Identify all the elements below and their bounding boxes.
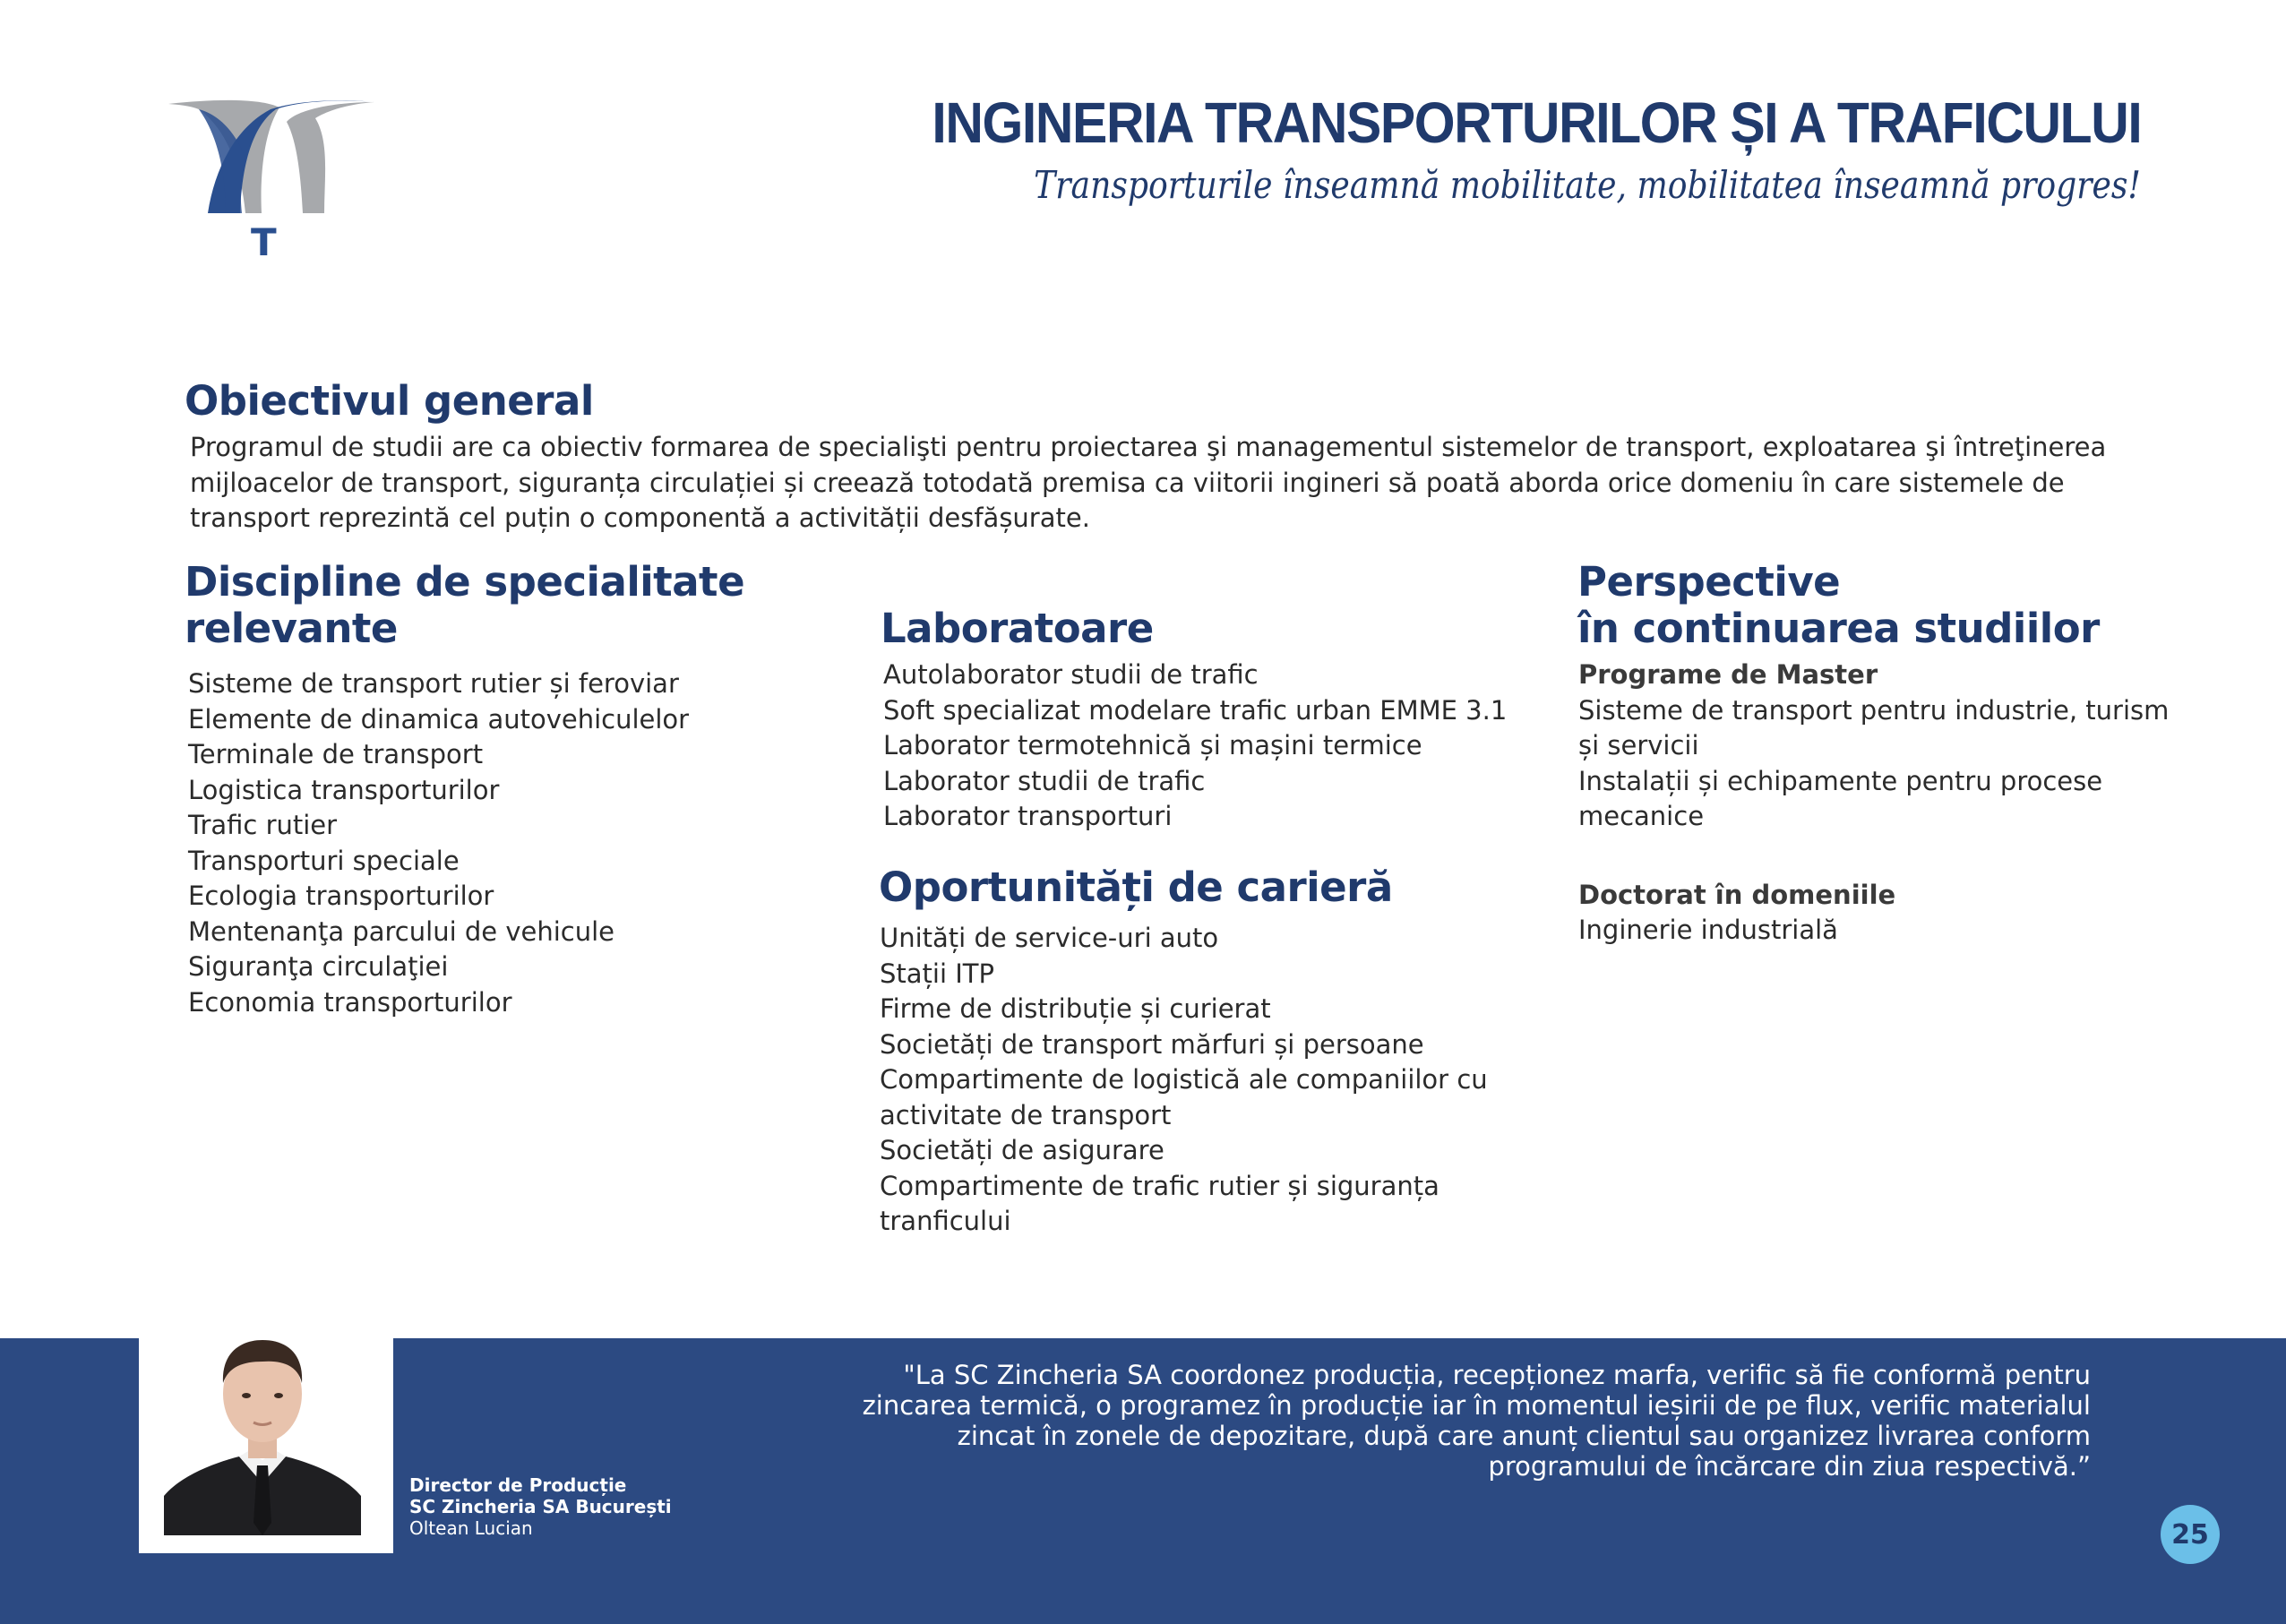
objective-text: Programul de studii are ca obiectiv formarea de specialişti pentru proiectarea şi managementul sistemelor de transport, exploatarea şi întreţinerea mijloacelor de transport, siguranța circulației și creează totodată premisa ca viitorii ingineri să poată aborda orice domeniu în care sistemele de transport reprezintă cel puțin o componentă a activității desfășurate. [190, 432, 2107, 533]
list-item: Ecologia transporturilor [188, 881, 494, 911]
perspectives-heading-line2: în continuarea studiilor [1577, 605, 2100, 652]
list-item: Firme de distribuție și curierat [880, 993, 1271, 1024]
list-item: Stații ITP [880, 958, 995, 989]
perspectives-heading [1577, 559, 2204, 652]
list-item: Laborator termotehnică și mașini termice [883, 730, 1422, 760]
person-role: Director de Producție [409, 1474, 627, 1496]
testimonial-quote: "La SC Zincheria SA coordonez producția, recepționez marfa, verific să fie conformă pentru zincarea termică, o programez în producție iar în momentul ieșirii de pe flux, verific materialul zincat în zonele de depozitare, după care anunț clientul sau organizez livrarea conform programului de încărcare din ziua respectivă.” [862, 1360, 2091, 1482]
list-item: Trafic rutier [188, 810, 338, 840]
perspectives-block [1578, 657, 2170, 949]
faculty-logo [163, 97, 374, 267]
list-item: Societăți de transport mărfuri și persoane [880, 1028, 1424, 1060]
master-heading: Programe de Master [1578, 659, 1878, 690]
list-item: Logistica transporturilor [188, 774, 500, 805]
list-item: Mentenanţa parcului de vehicule [188, 915, 614, 947]
list-item: Soft specializat modelare trafic urban EMME 3.1 [883, 694, 1508, 726]
list-item: Economia transporturilor [188, 986, 512, 1018]
disciplines-list [188, 666, 689, 1020]
list-item: Terminale de transport [188, 739, 484, 769]
list-item: Compartimente de trafic rutier și siguranța tranficului [880, 1170, 1439, 1236]
list-item: Autolaborator studii de trafic [883, 659, 1259, 690]
careers-heading: Oportunități de carieră [879, 864, 1393, 911]
list-item: Siguranţa circulaţiei [188, 951, 449, 982]
list-item: Societăți de asigurare [880, 1135, 1164, 1165]
disciplines-heading: Discipline de specialitate relevante [185, 558, 745, 652]
list-item: Elemente de dinamica autovehiculelor [188, 703, 690, 735]
list-item: Inginerie industrială [1578, 915, 1838, 945]
objective-heading: Obiectivul general [185, 377, 594, 425]
person-company: SC Zincheria SA București [409, 1496, 672, 1517]
phd-heading: Doctorat în domeniile [1578, 879, 1896, 910]
perspectives-heading-line1: Perspective [1577, 558, 1841, 606]
list-item: Unități de service-uri auto [880, 923, 1219, 953]
labs-heading: Laboratoare [881, 605, 1154, 652]
avatar [164, 1308, 361, 1535]
master-list [1578, 693, 2170, 835]
careers-list [880, 921, 1525, 1240]
person-caption [409, 1474, 672, 1539]
person-name: Oltean Lucian [409, 1517, 533, 1539]
list-item: Sisteme de transport pentru industrie, turism și servicii [1578, 694, 2170, 760]
page-subtitle: Transporturile înseamnă mobilitate, mobilitatea înseamnă progres! [1034, 163, 2141, 207]
list-item: Laborator studii de trafic [883, 765, 1206, 796]
list-item: Sisteme de transport rutier și feroviar [188, 668, 679, 699]
page-number-badge: 25 [2161, 1505, 2220, 1564]
logo-letter: T [251, 220, 277, 264]
labs-list [883, 657, 1507, 835]
page-title: INGINERIA TRANSPORTURILOR ȘI A TRAFICULUI [932, 90, 2141, 155]
list-item: Transporturi speciale [188, 845, 460, 876]
list-item: Laborator transporturi [883, 801, 1173, 831]
phd-list [1578, 913, 2170, 949]
list-item: Compartimente de logistică ale companiilor cu activitate de transport [880, 1064, 1488, 1130]
person-portrait-icon [164, 1308, 361, 1535]
list-item: Instalații și echipamente pentru procese mecanice [1578, 765, 2103, 831]
